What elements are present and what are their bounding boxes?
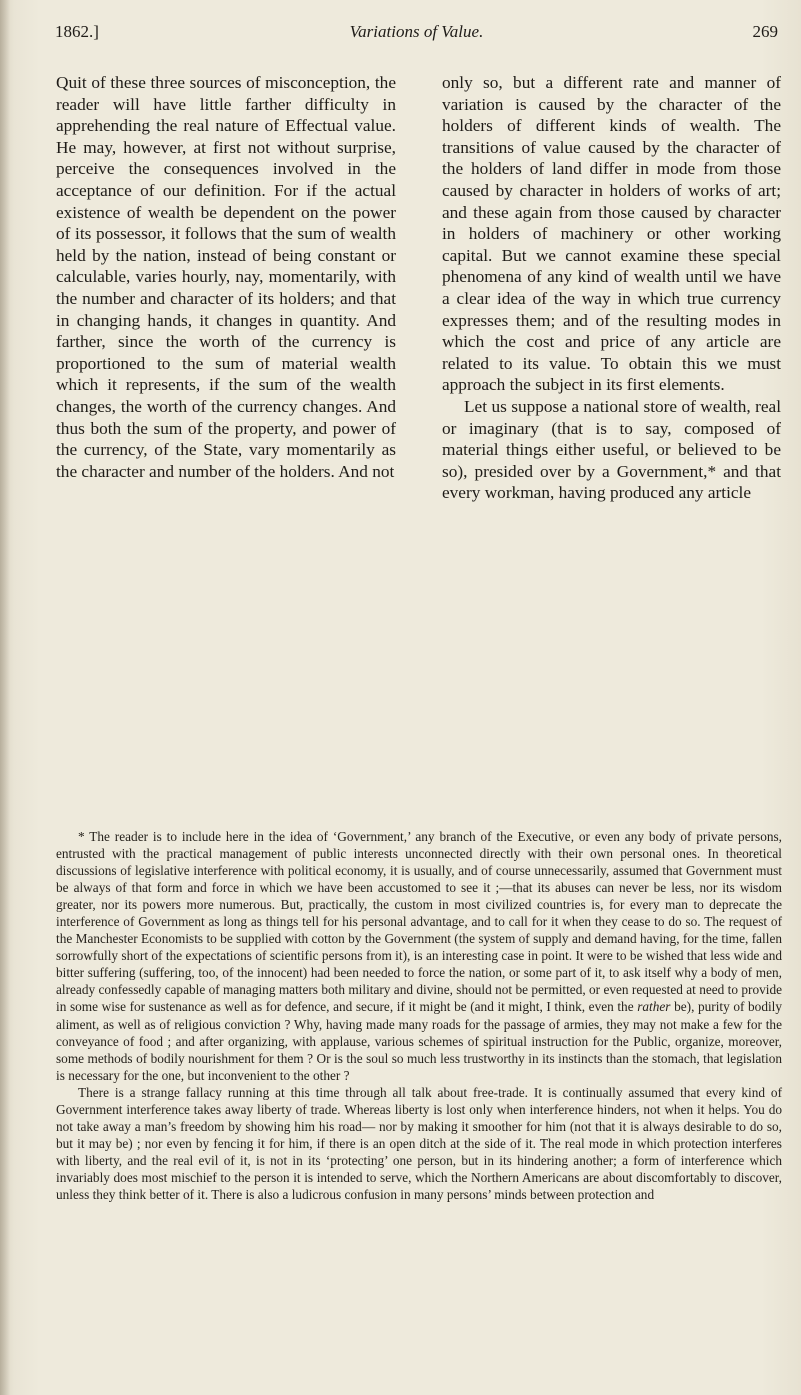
body-paragraph-right-1: only so, but a different rate and manner of variation is caused by the character of the holders of different kinds of wealth. The transitions of value caused by the character of the holders of land differ in mode from those caused by character in holders of works of art; and these again from those caused by character in holders of machinery or other working capital. But we cannot examine these special phenomena of any kind of wealth until we have a clear idea of the way in which true currency expresses them; and of the resulting modes in which the cost and price of any article are related to its value. To obtain this we must approach the subject in its first elements. [442,73,781,395]
right-column [442,72,781,504]
footnote-paragraph-2: There is a strange fallacy running at this time through all talk about free-trade. It is continually assumed that every kind of Government interference takes away liberty of trade. Whereas liberty is lost only when interference hinders, not when it helps. You do not take away a man’s freedom by showing him his road— nor by making it smoother for him (not that it is always desirable to do so, but it may be) ; nor even by fencing it for him, if there is an open ditch at the side of it. The real mode in which protection interferes with liberty, and the real evil of it, is not in its ‘protecting’ one person, but in its hindering another; a form of interference which invariably does most mischief to the person it is intended to serve, which the Northern Americans are about discomfortably to discover, unless they think better of it. There is also a ludicrous confusion in many persons’ minds between protection and [56,1084,782,1202]
page-number: 269 [752,22,778,41]
footnote [56,828,782,1203]
left-column [56,72,396,482]
footnote-paragraph-1 [56,828,782,1084]
body-paragraph-left: Quit of these three sources of misconception, the reader will have little farther difficulty in apprehending the real nature of Effectual value. He may, however, at first not without surprise, perceive the consequences involved in the acceptance of our definition. For if the actual existence of wealth be dependent on the power of its possessor, it follows that the sum of wealth held by the nation, instead of being constant or calculable, varies hourly, nay, momentarily, with the number and character of its holders; and that in changing hands, it changes in quantity. And farther, since the worth of the currency is proportioned to the sum of material wealth which it represents, if the sum of the wealth changes, the worth of the currency changes. And thus both the sum of the property, and power of the currency, of the State, vary momentarily as the character and number of the holders. And not [56,73,396,481]
footnote-text-a: * The reader is to include here in the idea of ‘Government,’ any branch of the Executive, or even any body of private persons, entrusted with the practical management of public interests unconnected directly with their own personal ones. In theoretical discussions of legislative interference with political economy, it is usually, and of course unnecessarily, assumed that Government must be always of that form and force in which we have been accustomed to see it ;—that its abuses can never be less, nor its wisdom greater, nor its powers more numerous. But, practically, the custom in most civilized countries is, for every man to deprecate the interference of Government as long as things tell for his personal advantage, and to call for it when they cease to do so. The request of the Manchester Economists to be supplied with cotton by the Government (the system of supply and demand having, for the time, fallen sorrowfully short of the expectations of scientific persons from it), is an interesting case in point. It were to be wished that less wide and bitter suffering (suffering, too, of the innocent) had been needed to force the nation, or some part of it, to ask itself why a body of men, already confessedly capable of managing matters both military and divine, should not be permitted, or even requested at need to provide in some wise for sustenance as well as for defence, and secure, if it might be (and it might, I think, even the [56,829,782,1015]
header-year: 1862.] [55,22,99,41]
running-head [55,20,778,44]
binding-shadow [0,0,10,1395]
body-paragraph-right-2: Let us suppose a national store of wealth, real or imaginary (that is to say, composed of material things either useful, or believed to be so), presided over by a Government,* and that every workman, having produced any article [442,396,781,503]
footnote-text-b: be), purity of bodily aliment, as well as of religious conviction ? Why, having made many roads for the passage of armies, they may not make a few for the conveyance of food ; and after organizing, with applause, various schemes of spiritual instruction for the Public, organize, moreover, some methods of bodily nourishment for them ? Or is the soul so much less trustworthy in its instincts than the stomach, that legislation is necessary for the one, but inconvenient to the other ? [56,999,783,1083]
footnote-italic-word: rather [637,999,671,1015]
header-title: Variations of Value. [349,22,484,41]
